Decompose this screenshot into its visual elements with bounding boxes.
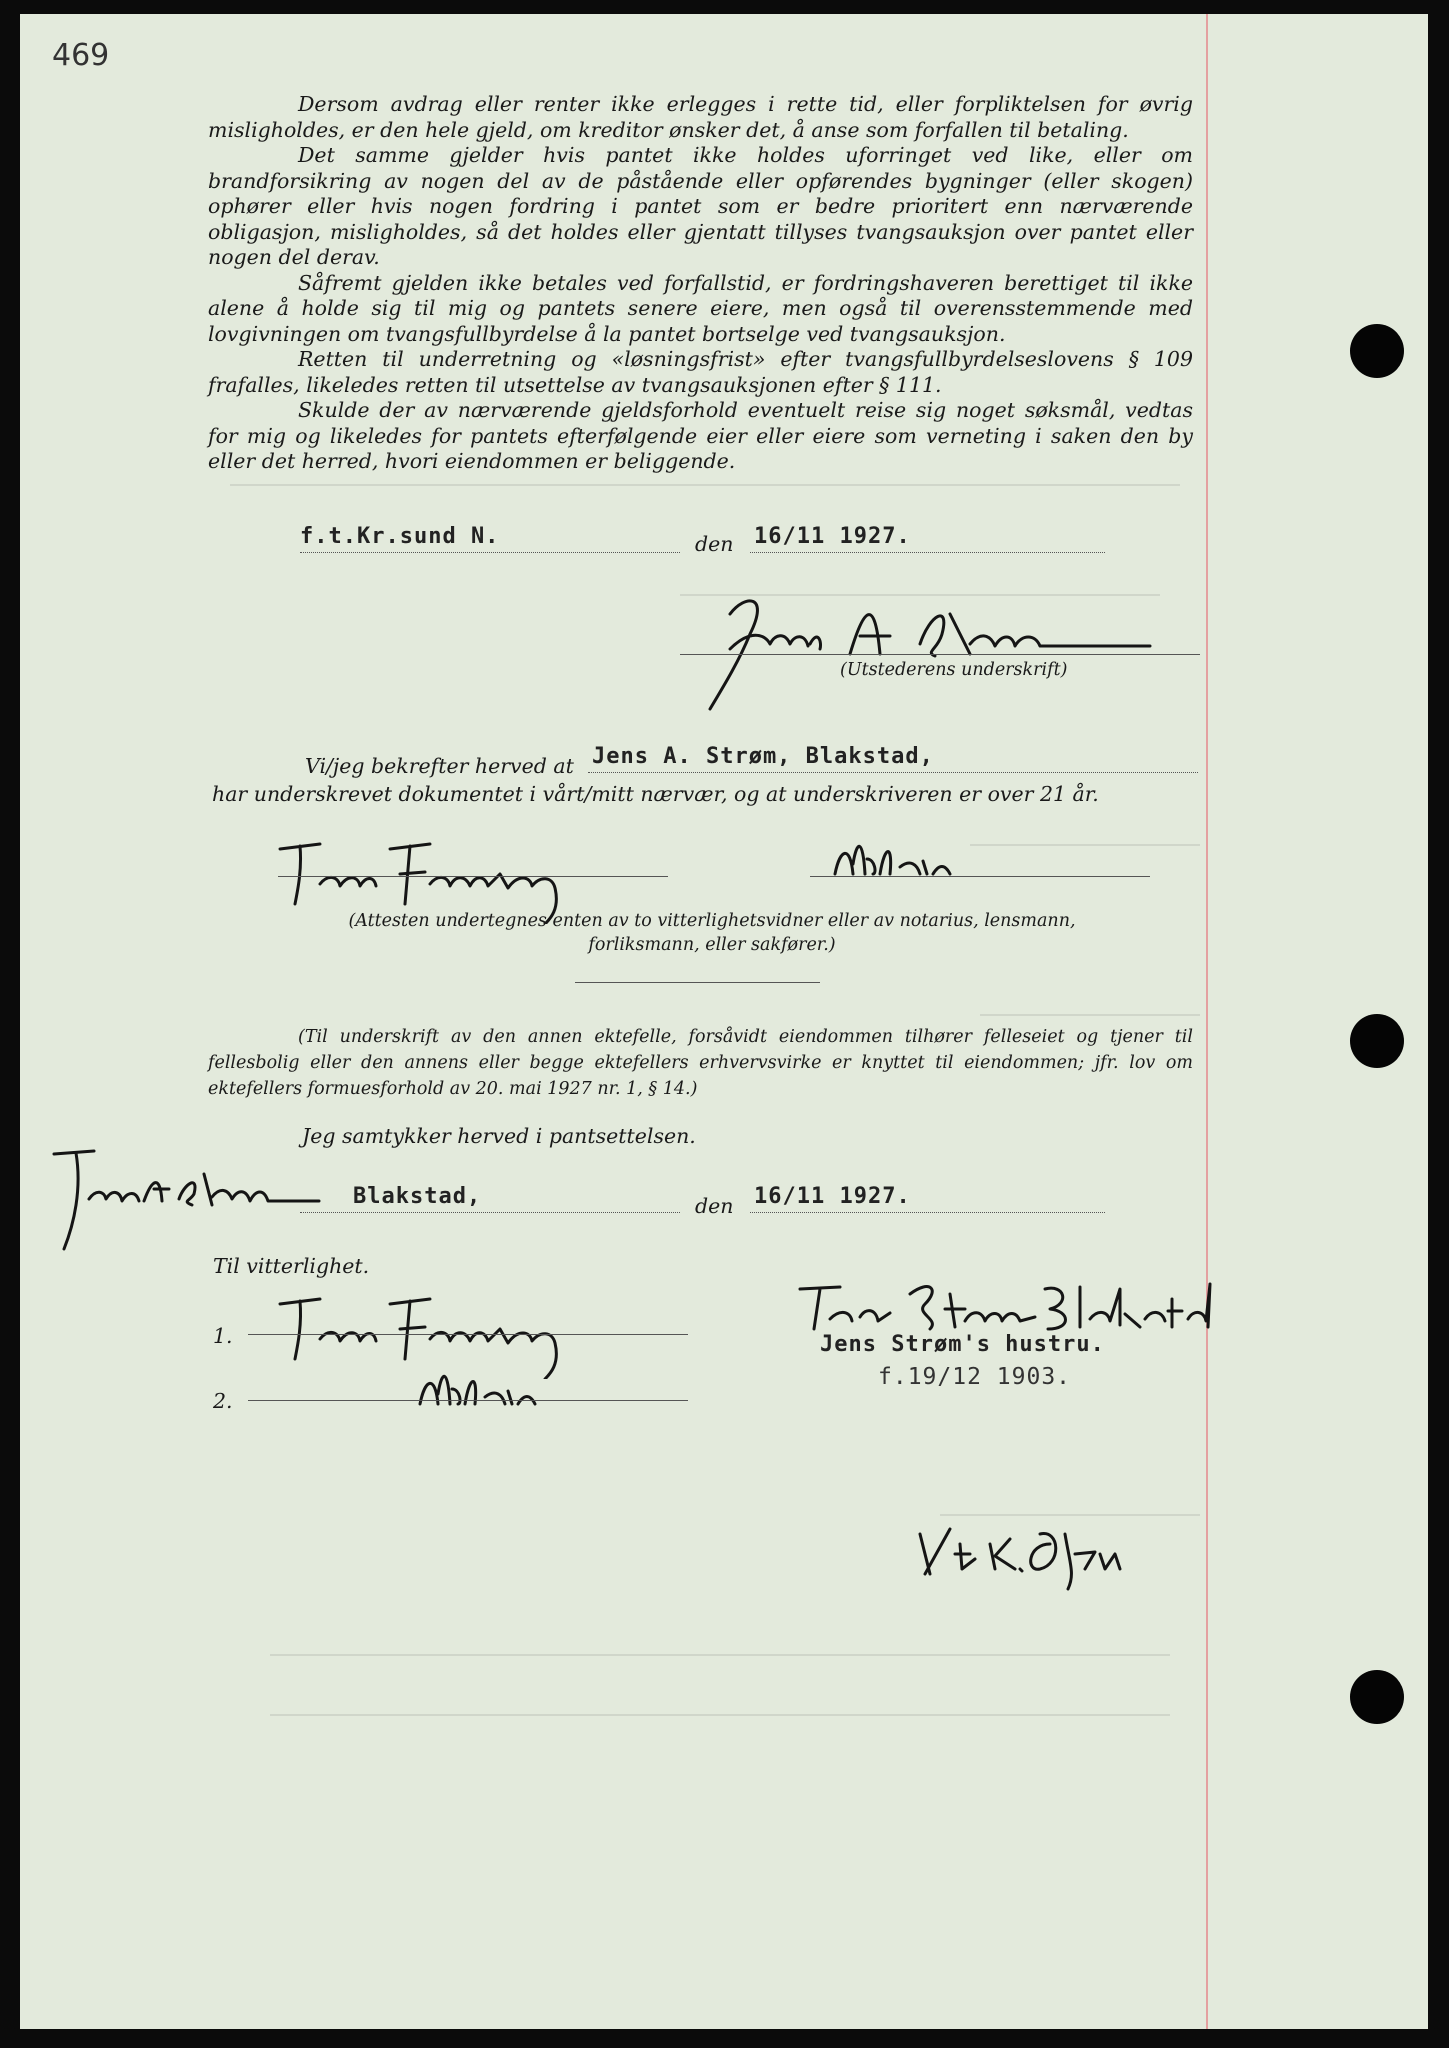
consent-date-label: den	[695, 1194, 734, 1218]
paragraph-venue: Skulde der av nærværende gjeldsforhold eventuelt reise sig noget søksmål, vedtas for mig og likeledes for pantets efterfølgende eier eller eiere som verneting i saken den by eller det herred, hvori eiendommen er beliggende.	[208, 398, 1193, 473]
consent-text: Jeg samtykker herved i pantsettelsen.	[302, 1124, 696, 1148]
witness-line-1	[278, 876, 668, 877]
binder-hole-top	[1350, 324, 1404, 378]
place-value: f.t.Kr.sund N.	[300, 524, 500, 549]
consent-witness-signature-2	[410, 1359, 590, 1419]
attestation-note: (Attesten undertegnes enten av to vitterlighetsvidner eller av notarius, lensmann, forliksmann, eller sakfører.)	[348, 911, 1076, 955]
consent-place: Blakstad,	[353, 1184, 482, 1209]
consent-witness-line-1	[248, 1334, 688, 1335]
binder-hole-middle	[1350, 1014, 1404, 1068]
consent-place-line	[300, 1212, 680, 1213]
paragraph-maturity: Såfremt gjelden ikke betales ved forfallstid, er fordringshaveren berettiget til ikke alene å holde sig til mig og pantets senere eiere, men også til overensstemmende med lovgivningen om tvangsfullbyrdelse å la pantet bortselge ved tvangsauksjon.	[208, 270, 1193, 346]
date-value: 16/11 1927.	[754, 524, 911, 549]
spouse-note: (Til underskrift av den annen ektefelle, forsåvidt eiendommen tilhører felleseiet og tjener til fellesbolig eller den annens eller begge ektefellers erhvervsvirke er knyttet til eiendommen; jfr. lov om ektefellers formuesforhold av 20. mai 1927 nr. 1, § 14.)	[208, 1027, 1193, 1099]
witness-number-1: 1.	[213, 1324, 233, 1348]
spouse-signature	[780, 1269, 1220, 1339]
registrar-initials	[900, 1514, 1160, 1594]
witness-signature-2	[825, 829, 1005, 889]
binder-hole-bottom	[1350, 1670, 1404, 1724]
witness-number-2: 2.	[213, 1389, 233, 1413]
consent-witness-line-2	[248, 1400, 688, 1401]
attestation-line2: har underskrevet dokumentet i vårt/mitt nærvær, og at underskriveren er over 21 år.	[212, 782, 1099, 806]
issuer-signature-line	[680, 654, 1200, 655]
date-line	[750, 552, 1105, 553]
place-line	[300, 552, 680, 553]
page-number: 469	[52, 38, 110, 73]
witness-line-2	[810, 876, 1150, 877]
loan-terms-text	[208, 92, 1193, 475]
paragraph-default: Dersom avdrag eller renter ikke erlegges i rette tid, eller forpliktelsen for øvrig misligholdes, er den hele gjeld, om kreditor ønsker det, å anse som forfallen til betaling.	[208, 92, 1193, 142]
witnesses-label: Til vitterlighet.	[213, 1254, 370, 1278]
margin-rule	[1206, 14, 1208, 2029]
consent-date-line	[750, 1212, 1105, 1213]
paragraph-notice-waiver: Retten til underretning og «løsningsfrist» efter tvangsfullbyrdelseslovens § 109 frafalles, likeledes retten til utsettelse av tvangsauksjonen efter § 111.	[208, 347, 1193, 397]
witness-signature-1	[260, 814, 660, 924]
attestation-name-line	[588, 772, 1198, 773]
attestation-prefix: Vi/jeg bekrefter herved at	[305, 754, 574, 778]
date-label: den	[695, 532, 734, 556]
attestation-name: Jens A. Strøm, Blakstad,	[592, 744, 934, 769]
consent-signature	[34, 1129, 334, 1259]
spouse-name-line: Jens Strøm's hustru.	[820, 1332, 1105, 1357]
separator-line	[575, 982, 820, 983]
paragraph-pledge-condition: Det samme gjelder hvis pantet ikke holdes uforringet ved like, eller om brandforsikring av nogen del av de påstående eller opførendes bygninger (eller skogen) ophører eller hvis nogen fordring i pantet som er bedre prioritert enn nærværende obligasjon, misligholdes, så det holdes eller gjentatt tillyses tvangsauksjon over pantet eller nogen del derav.	[208, 143, 1193, 269]
spouse-birthdate: f.19/12 1903.	[878, 1364, 1072, 1390]
issuer-signature-caption: (Utstederens underskrift)	[840, 660, 1068, 680]
document-page	[20, 14, 1428, 2029]
consent-date-value: 16/11 1927.	[754, 1184, 911, 1209]
issuer-signature	[690, 574, 1170, 724]
